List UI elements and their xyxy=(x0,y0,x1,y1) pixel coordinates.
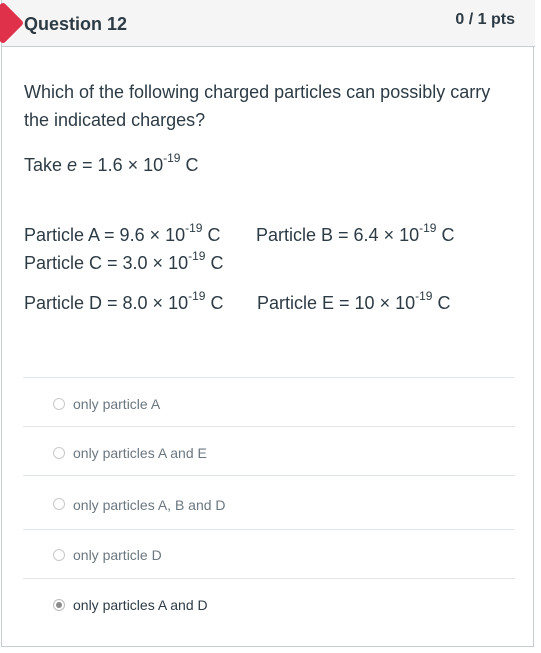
constant-symbol: e xyxy=(67,155,78,175)
answer-label[interactable]: only particles A and E xyxy=(73,445,207,461)
question-text: Which of the following charged particles can possibly carry the indicated charges? xyxy=(24,82,491,130)
particle-e: Particle $E = 10 \times 10^{-19}$ C xyxy=(257,289,451,313)
question-header xyxy=(2,0,535,47)
radio-button[interactable] xyxy=(53,447,65,459)
particle-a: Particle $A = 9.6 \times 10^{-19}$ C xyxy=(24,221,221,245)
radio-button[interactable] xyxy=(53,498,65,510)
question-card xyxy=(1,0,534,647)
answer-option[interactable] xyxy=(23,426,515,475)
answer-label[interactable]: only particle A xyxy=(73,396,161,412)
answer-option[interactable] xyxy=(23,377,515,426)
constant-line xyxy=(24,146,198,179)
question-title: Question 12 xyxy=(24,14,128,34)
answer-option[interactable] xyxy=(23,529,515,578)
answer-label[interactable]: only particles A, B and D xyxy=(73,497,226,513)
particle-d: Particle $D = 8.0 \times 10^{-19}$ C xyxy=(24,289,224,313)
answer-label[interactable]: only particles A and D xyxy=(73,597,208,613)
radio-button-checked[interactable] xyxy=(53,599,65,611)
radio-button[interactable] xyxy=(53,398,65,410)
answer-label[interactable]: only particle D xyxy=(73,547,162,563)
question-points: 0 / 1 pts xyxy=(455,11,515,28)
answer-option[interactable] xyxy=(23,475,515,529)
take-value: = 1.6 × 10 xyxy=(77,155,164,175)
take-unit: C xyxy=(180,155,199,175)
radio-button[interactable] xyxy=(53,549,65,561)
answer-list xyxy=(23,377,515,630)
particle-b: Particle $B = 6.4 \times 10^{-19}$ C xyxy=(256,221,455,245)
particle-c: Particle $C = 3.0 \times 10^{-19}$ C xyxy=(24,249,224,273)
take-prefix: Take xyxy=(24,155,68,175)
take-exponent: -19 xyxy=(163,151,181,165)
flag-icon[interactable] xyxy=(0,2,24,44)
answer-option-selected[interactable] xyxy=(23,578,515,630)
